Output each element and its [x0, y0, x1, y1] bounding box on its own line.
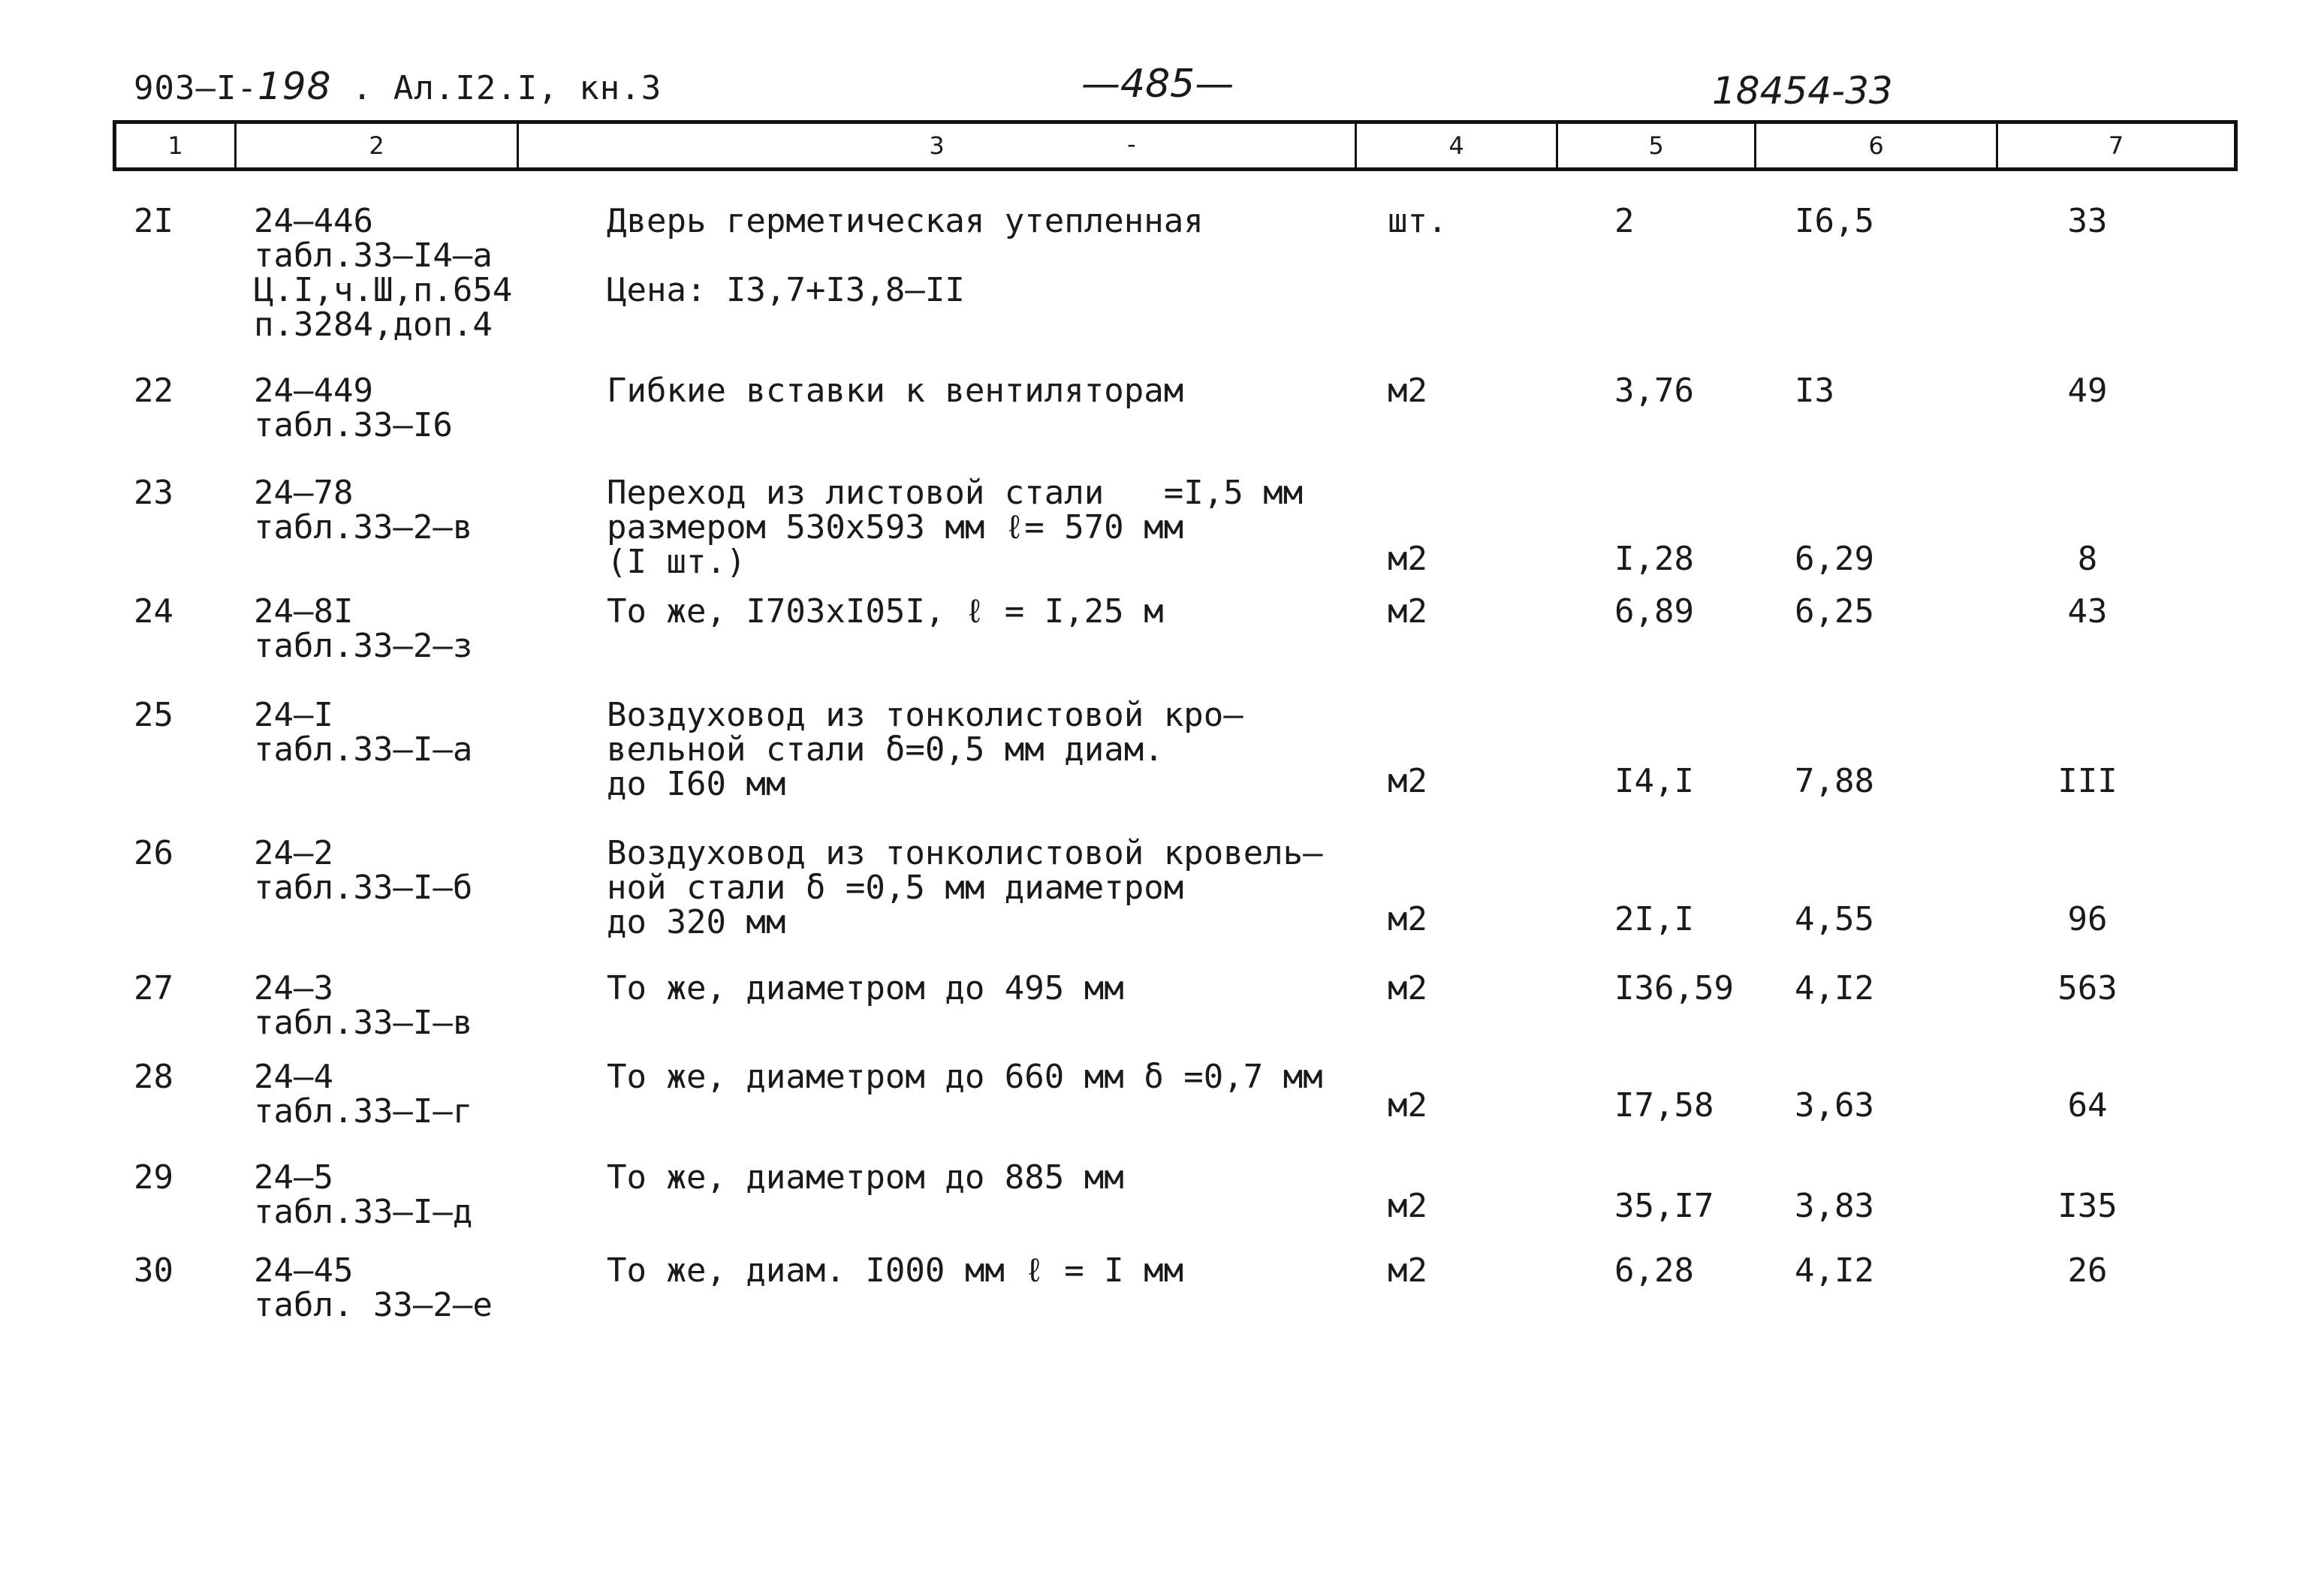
row-number: 26 — [134, 834, 173, 872]
description-cell: То же, диам. I000 мм ℓ = I мм — [607, 1251, 1184, 1290]
document-header — [0, 62, 2306, 125]
document-code-handwritten: 198 — [257, 65, 332, 108]
total-cell: 26 — [2067, 1251, 2108, 1290]
quantity-cell: 6,28 — [1614, 1251, 1694, 1290]
code-cell: 24–4 табл.33–I–г — [254, 1058, 473, 1131]
total-cell: 49 — [2067, 372, 2108, 410]
quantity-cell: 2I,I — [1614, 900, 1694, 938]
price-cell: 4,55 — [1795, 900, 1874, 938]
price-cell: I3 — [1795, 372, 1834, 410]
column-header-3-dash: - — [1127, 130, 1136, 158]
document-code: 903–I-198 . Ал.I2.I, кн.3 — [134, 65, 662, 108]
row-number: 29 — [134, 1158, 173, 1197]
price-cell: 3,83 — [1795, 1187, 1874, 1225]
page-number: —485— — [1081, 62, 1234, 107]
description-cell: То же, диаметром до 660 мм δ =0,7 мм — [607, 1058, 1323, 1096]
row-number: 2I — [134, 202, 173, 240]
code-cell: 24–3 табл.33–I–в — [254, 969, 473, 1042]
row-number: 22 — [134, 372, 173, 410]
row-number: 27 — [134, 969, 173, 1007]
quantity-cell: I7,58 — [1614, 1086, 1714, 1125]
quantity-cell: I,28 — [1614, 540, 1694, 578]
price-cell: 4,I2 — [1795, 969, 1874, 1007]
description-cell: То же, диаметром до 885 мм — [607, 1158, 1124, 1197]
quantity-cell: I4,I — [1614, 762, 1694, 800]
total-cell: 33 — [2067, 202, 2108, 240]
price-cell: I6,5 — [1795, 202, 1874, 240]
price-cell: 3,63 — [1795, 1086, 1874, 1125]
unit-cell: м2 — [1388, 1251, 1427, 1290]
unit-cell: м2 — [1388, 900, 1427, 938]
price-cell: 4,I2 — [1795, 1251, 1874, 1290]
code-cell: 24–I табл.33–I–а — [254, 696, 473, 769]
description-cell: Переход из листовой стали =I,5 мм размером 530х593 мм ℓ= 570 мм (I шт.) — [607, 474, 1304, 581]
column-header-5: 5 — [1558, 124, 1756, 167]
column-header-6: 6 — [1756, 124, 1998, 167]
unit-cell: м2 — [1388, 1187, 1427, 1225]
description-cell: Воздуховод из тонколистовой кро– вельной стали δ=0,5 мм диам. до I60 мм — [607, 696, 1243, 803]
row-number: 24 — [134, 592, 173, 631]
code-cell: 24–5 табл.33–I–д — [254, 1158, 473, 1231]
column-header-7: 7 — [2108, 131, 2124, 160]
code-cell: 24–45 табл. 33–2–е — [254, 1251, 493, 1324]
code-cell: 24–2 табл.33–I–б — [254, 834, 473, 907]
column-header-2: 2 — [237, 124, 519, 167]
quantity-cell: I36,59 — [1614, 969, 1734, 1007]
column-header-row — [113, 120, 2238, 171]
price-cell: 7,88 — [1795, 762, 1874, 800]
column-header-4: 4 — [1357, 124, 1558, 167]
row-number: 23 — [134, 474, 173, 512]
description-cell: Дверь герметическая утепленная Цена: I3,7+I3,8–II — [607, 202, 1204, 309]
unit-cell: шт. — [1388, 202, 1448, 240]
code-cell: 24–8I табл.33–2–з — [254, 592, 473, 665]
row-number: 28 — [134, 1058, 173, 1096]
quantity-cell: 6,89 — [1614, 592, 1694, 631]
quantity-cell: 3,76 — [1614, 372, 1694, 410]
column-header-3: 3 - — [519, 124, 1357, 167]
description-cell: То же, I703хI05I, ℓ = I,25 м — [607, 592, 1164, 631]
unit-cell: м2 — [1388, 540, 1427, 578]
total-cell: 8 — [2077, 540, 2098, 578]
code-cell: 24–78 табл.33–2–в — [254, 474, 473, 547]
column-header-1: 1 — [116, 124, 237, 167]
row-number: 25 — [134, 696, 173, 734]
code-cell: 24–446 табл.33–I4–а Ц.I,ч.Ш,п.654 п.3284,доп.4 — [254, 202, 513, 344]
unit-cell: м2 — [1388, 592, 1427, 631]
total-cell: III — [2057, 762, 2118, 800]
unit-cell: м2 — [1388, 762, 1427, 800]
total-cell: 43 — [2067, 592, 2108, 631]
description-cell: То же, диаметром до 495 мм — [607, 969, 1124, 1007]
total-cell: 64 — [2067, 1086, 2108, 1125]
unit-cell: м2 — [1388, 969, 1427, 1007]
price-cell: 6,29 — [1795, 540, 1874, 578]
row-number: 30 — [134, 1251, 173, 1290]
total-cell: 96 — [2067, 900, 2108, 938]
unit-cell: м2 — [1388, 372, 1427, 410]
total-cell: I35 — [2057, 1187, 2118, 1225]
total-cell: 563 — [2057, 969, 2118, 1007]
quantity-cell: 35,I7 — [1614, 1187, 1714, 1225]
description-cell: Воздуховод из тонколистовой кровель– ной стали δ =0,5 мм диаметром до 320 мм — [607, 834, 1323, 941]
reference-number: 18454-33 — [1712, 69, 1893, 113]
price-cell: 6,25 — [1795, 592, 1874, 631]
description-cell: Гибкие вставки к вентиляторам — [607, 372, 1184, 410]
unit-cell: м2 — [1388, 1086, 1427, 1125]
code-cell: 24–449 табл.33–I6 — [254, 372, 453, 444]
quantity-cell: 2 — [1614, 202, 1635, 240]
